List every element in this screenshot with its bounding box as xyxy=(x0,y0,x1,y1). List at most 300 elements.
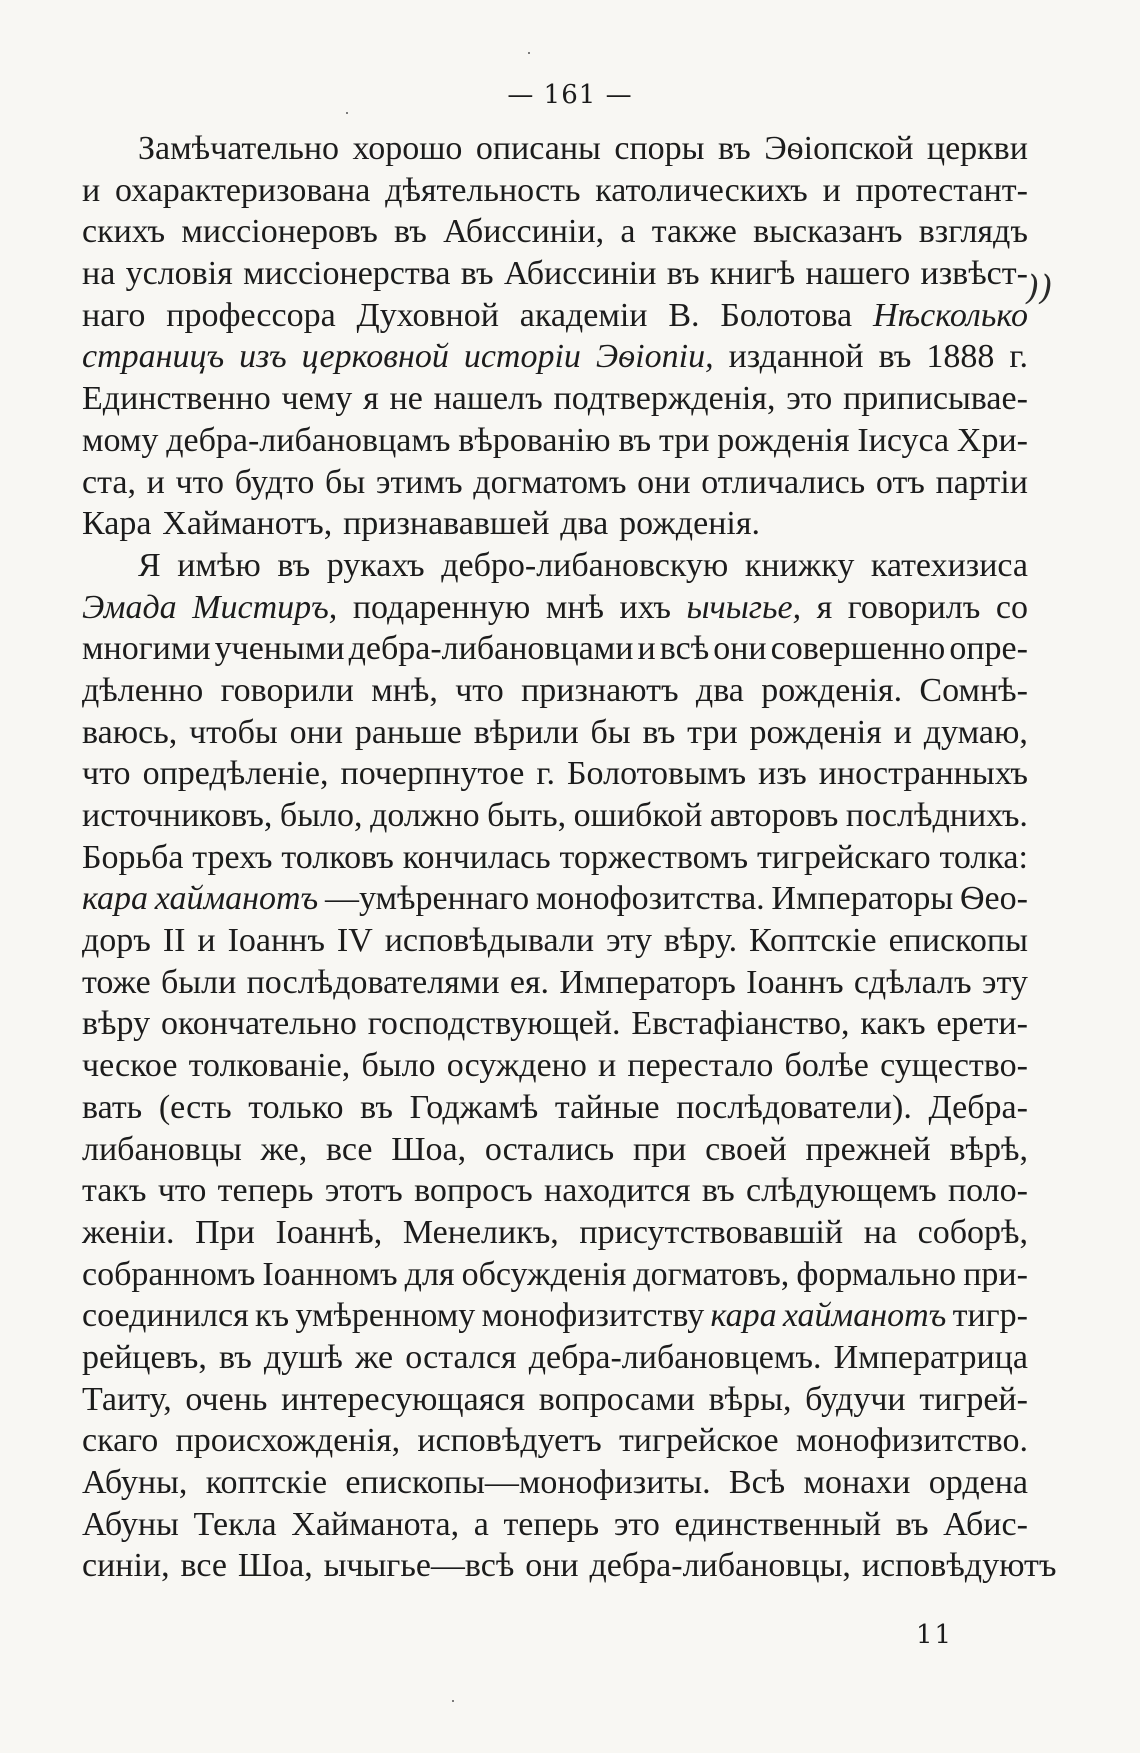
word: что xyxy=(455,671,504,709)
word: въ xyxy=(642,713,676,751)
word: въ xyxy=(717,130,751,167)
word: остались xyxy=(484,1130,615,1168)
word: книгѣ xyxy=(709,255,796,293)
word: со xyxy=(995,588,1028,626)
word: опредѣленіе, xyxy=(142,755,329,793)
word: окончательно xyxy=(160,1005,357,1043)
word: опре- xyxy=(949,630,1028,668)
word: Іисуса xyxy=(857,421,950,459)
word: а xyxy=(620,213,636,251)
word: и xyxy=(893,713,912,751)
text-line xyxy=(82,712,1028,754)
word: Іоаннѣ, xyxy=(275,1213,383,1251)
word: монофизитство. xyxy=(795,1422,1028,1460)
text-line xyxy=(82,1462,1028,1504)
body-text xyxy=(82,128,1057,1587)
word: также xyxy=(651,213,737,251)
text-line xyxy=(82,462,1028,504)
word: ычыгье—всѣ xyxy=(323,1547,515,1585)
text-line xyxy=(82,1045,1028,1087)
word: это xyxy=(786,380,833,418)
word: будучи xyxy=(805,1380,906,1418)
word: Абис- xyxy=(943,1505,1028,1543)
word: Дебра- xyxy=(928,1088,1028,1126)
word: на xyxy=(863,1213,897,1251)
word: собранномъ xyxy=(82,1255,256,1293)
word: какъ xyxy=(860,1005,926,1043)
word: дѣятельность xyxy=(385,171,581,209)
print-speck xyxy=(452,1700,454,1702)
word: Болотова xyxy=(720,296,853,334)
italic-word: Мистиръ, xyxy=(192,588,338,626)
word: рейцевъ, xyxy=(82,1338,207,1376)
word: эту xyxy=(605,922,652,960)
word: вѣры, xyxy=(708,1380,792,1418)
word: ческое xyxy=(82,1047,178,1085)
text-line xyxy=(82,1254,1028,1296)
word: IV xyxy=(336,922,373,960)
word: говорилъ xyxy=(847,588,981,626)
word: дебра-либановцемъ. xyxy=(528,1338,822,1376)
word: теперь xyxy=(503,1505,600,1543)
text-line xyxy=(82,378,1028,420)
word: книжку xyxy=(744,546,855,584)
word: дебро-либановскую xyxy=(441,546,729,584)
word: Всѣ xyxy=(728,1464,786,1501)
word: ея. xyxy=(509,963,550,1001)
word: скихъ xyxy=(82,213,166,251)
italic-word: Нѣсколько xyxy=(872,296,1028,334)
word: тигрей- xyxy=(919,1380,1028,1418)
word: такъ xyxy=(82,1172,147,1210)
word: взглядъ xyxy=(918,213,1028,251)
italic-word: Эѳіопіи, xyxy=(595,338,714,376)
word: Евстафіанство, xyxy=(631,1005,850,1043)
word: будто xyxy=(234,463,315,501)
text-line xyxy=(82,1545,1057,1587)
word: рожденія. xyxy=(761,671,903,709)
word: и xyxy=(82,171,101,209)
text-line xyxy=(82,503,1028,545)
signature-mark: 11 xyxy=(916,1620,954,1650)
word: при xyxy=(632,1130,687,1168)
word: они xyxy=(525,1547,579,1585)
italic-word: церковной xyxy=(301,338,449,376)
word: вѣрили xyxy=(473,713,579,751)
word: г. xyxy=(1009,338,1028,376)
word: нашелъ xyxy=(433,380,543,418)
word: ерети- xyxy=(936,1005,1028,1043)
text-line xyxy=(82,920,1028,962)
word: Шоа, xyxy=(391,1130,467,1168)
word: очень xyxy=(185,1380,268,1418)
word: два xyxy=(560,505,609,543)
word: Борьба xyxy=(82,838,184,876)
word: толка: xyxy=(939,838,1028,876)
text-line xyxy=(82,1295,1028,1337)
word: вать xyxy=(82,1088,143,1126)
word: соборѣ, xyxy=(917,1213,1028,1251)
word: осуждено xyxy=(446,1047,587,1085)
word: всѣ xyxy=(659,630,710,668)
word: монофозитства. xyxy=(535,880,765,918)
italic-word: ычыгье, xyxy=(686,588,802,626)
text-line xyxy=(82,1129,1028,1171)
word: исповѣдуютъ xyxy=(861,1547,1057,1585)
word: единственный xyxy=(674,1505,882,1543)
italic-word: изъ xyxy=(239,338,287,376)
word: должно xyxy=(370,797,480,834)
word: къ xyxy=(255,1297,290,1335)
word: на xyxy=(82,255,116,293)
word: ордена xyxy=(928,1464,1028,1501)
word: въ xyxy=(618,421,652,459)
word: же xyxy=(355,1338,394,1376)
text-line xyxy=(82,545,1028,587)
word: ста, xyxy=(82,463,136,501)
word: только xyxy=(248,1088,344,1126)
word: въ xyxy=(219,1338,252,1376)
word: признававшей xyxy=(343,505,550,543)
word: присутствовавшій xyxy=(579,1213,844,1251)
word: подаренную xyxy=(352,588,531,626)
word: мнѣ xyxy=(545,588,604,626)
word: думаю, xyxy=(923,713,1028,751)
word: въ xyxy=(360,1088,393,1126)
word: вѣру xyxy=(82,1005,151,1043)
word: тигрейское xyxy=(618,1422,779,1460)
word: II xyxy=(162,922,186,960)
word: условія xyxy=(125,255,233,293)
word: умѣренному xyxy=(295,1297,476,1335)
word: Кара xyxy=(82,505,152,543)
word: душѣ xyxy=(263,1338,343,1376)
word: монахи xyxy=(803,1464,911,1501)
word: вѣрѣ, xyxy=(949,1130,1028,1168)
word: это xyxy=(613,1505,660,1543)
word: толковъ xyxy=(281,838,394,876)
word: Таиту, xyxy=(82,1380,172,1418)
word: источниковъ, xyxy=(82,797,273,834)
word: толкованіе, xyxy=(188,1047,351,1085)
word: были xyxy=(160,963,237,1001)
word: синіи, xyxy=(82,1547,170,1585)
word: рожденія xyxy=(749,713,882,751)
word: я xyxy=(816,588,833,626)
word: торжествомъ xyxy=(559,838,749,876)
word: и xyxy=(598,1047,617,1085)
word: господствующей. xyxy=(367,1005,621,1043)
word: было, xyxy=(279,797,363,834)
word: Іоаннъ xyxy=(746,963,844,1001)
word: миссіонерства xyxy=(243,255,451,293)
word: Ѳео- xyxy=(959,880,1028,918)
word: догматомъ xyxy=(473,463,627,501)
word: обсужденія xyxy=(461,1255,627,1293)
word: коптскіе xyxy=(205,1464,328,1501)
word: раньше xyxy=(354,713,462,751)
word: Абуны xyxy=(82,1505,179,1543)
text-line xyxy=(82,211,1028,253)
word: сдѣлалъ xyxy=(853,963,972,1001)
word: что xyxy=(175,463,225,501)
italic-word: хайманотъ xyxy=(782,1297,947,1335)
word: что xyxy=(82,755,131,793)
text-line xyxy=(82,1170,1028,1212)
word: они xyxy=(289,713,343,751)
word: учеными xyxy=(214,630,345,668)
word: этотъ xyxy=(324,1172,403,1210)
word: Сомнѣ- xyxy=(919,671,1028,709)
word: два xyxy=(695,671,744,709)
word: догматовъ, xyxy=(633,1255,790,1293)
word: рукахъ xyxy=(326,546,425,584)
text-line xyxy=(82,420,1028,462)
word: дебра-либановцамъ xyxy=(166,421,451,459)
word: тигрейскаго xyxy=(757,838,931,876)
word: совершенно xyxy=(770,630,946,668)
word: въ xyxy=(701,1172,735,1210)
word: доръ xyxy=(82,922,151,960)
word: Абиссиніи xyxy=(503,255,657,293)
word: и xyxy=(197,922,216,960)
word: этимъ xyxy=(375,463,463,501)
word: ихъ xyxy=(619,588,671,626)
text-line xyxy=(82,1379,1028,1421)
word: при- xyxy=(963,1255,1028,1293)
text-line xyxy=(82,837,1028,879)
word: прежней xyxy=(805,1130,931,1168)
text-line xyxy=(82,1087,1028,1129)
word: послѣднихъ. xyxy=(845,797,1028,834)
word: не xyxy=(389,380,423,418)
word: вопросами xyxy=(538,1380,695,1418)
word: Эѳіопской xyxy=(764,130,914,167)
word: интересующаяся xyxy=(281,1380,526,1418)
word: споры xyxy=(614,130,705,167)
word: катехизиса xyxy=(870,546,1028,584)
word: рожденія. xyxy=(619,505,760,543)
word: вѣрованію xyxy=(458,421,611,459)
word: Духовной xyxy=(356,296,499,334)
word: и xyxy=(637,630,656,668)
word: формально xyxy=(796,1255,957,1293)
word: слѣдующемъ xyxy=(746,1172,937,1210)
italic-word: кара xyxy=(82,880,149,918)
print-speck xyxy=(346,112,348,114)
word: вопросъ xyxy=(414,1172,533,1210)
word: нашего xyxy=(805,255,911,293)
word: находится xyxy=(544,1172,691,1210)
word: они xyxy=(713,630,767,668)
word: хорошо xyxy=(352,130,463,167)
print-speck xyxy=(528,52,530,54)
word: епископы—монофизиты. xyxy=(345,1464,711,1501)
word: подтвержденія, xyxy=(553,380,776,418)
word: быть, xyxy=(487,797,567,834)
word: епископы xyxy=(888,922,1028,960)
word: Іоанномъ xyxy=(262,1255,398,1293)
word: Шоа, xyxy=(237,1547,313,1585)
word: ошибкой xyxy=(573,797,703,834)
word: скаго xyxy=(82,1422,159,1460)
word: Абиссиніи, xyxy=(443,213,605,251)
word: партіи xyxy=(935,463,1028,501)
word: дѣленно xyxy=(82,671,204,709)
word: чему xyxy=(281,380,353,418)
word: перестало xyxy=(627,1047,774,1085)
word: —умѣреннаго xyxy=(324,880,530,918)
word: изъ xyxy=(758,755,807,793)
text-line xyxy=(82,1003,1028,1045)
word: церкви xyxy=(926,130,1028,167)
text-line xyxy=(82,295,1028,337)
word: г. xyxy=(536,755,555,793)
word: Абуны, xyxy=(82,1464,188,1501)
word: тигр- xyxy=(952,1297,1028,1335)
word: многими xyxy=(82,630,211,668)
word: послѣдователи). xyxy=(676,1088,912,1126)
text-line xyxy=(82,1420,1028,1462)
word: и xyxy=(822,171,841,209)
word: либановцы xyxy=(82,1130,242,1168)
word: Болотовымъ xyxy=(567,755,747,793)
word: признаютъ xyxy=(521,671,679,709)
word: бы xyxy=(590,713,631,751)
italic-word: Эмада xyxy=(82,588,177,626)
word: тоже xyxy=(82,963,151,1001)
word: въ xyxy=(460,255,494,293)
word: иностранныхъ xyxy=(818,755,1028,793)
word: Текла xyxy=(193,1505,277,1543)
word: ваюсь, xyxy=(82,713,178,751)
text-line xyxy=(82,628,1028,670)
word: вѣру. xyxy=(663,922,738,960)
word: описаны xyxy=(475,130,601,167)
text-line xyxy=(82,962,1028,1004)
word: мому xyxy=(82,421,159,459)
word: соединился xyxy=(82,1297,249,1335)
word: что xyxy=(157,1172,207,1210)
word: въ xyxy=(394,213,427,251)
word: монофизитству xyxy=(481,1297,705,1335)
word: своей xyxy=(705,1130,787,1168)
word: исповѣдуетъ xyxy=(417,1422,602,1460)
word: все xyxy=(325,1130,373,1168)
word: говорили xyxy=(220,671,354,709)
word: 1888 xyxy=(926,338,995,376)
word: они xyxy=(637,463,691,501)
text-line xyxy=(82,128,1028,170)
word: въ xyxy=(878,338,912,376)
text-line xyxy=(82,336,1028,378)
word: рожденія xyxy=(717,421,850,459)
italic-word: исторіи xyxy=(463,338,581,376)
word: протестант- xyxy=(855,171,1028,209)
word: трехъ xyxy=(192,838,273,876)
word: дебра-либановцы, xyxy=(589,1547,851,1585)
italic-word: хайманотъ xyxy=(154,880,319,918)
word: происхожденія, xyxy=(175,1422,401,1460)
text-line xyxy=(82,670,1028,712)
word: имѣю xyxy=(177,546,261,584)
word: охарактеризована xyxy=(115,171,371,209)
word: существо- xyxy=(880,1047,1028,1085)
word: три xyxy=(658,421,710,459)
margin-annotation: )) xyxy=(1026,268,1053,308)
text-line xyxy=(82,1504,1028,1546)
text-line xyxy=(82,170,1028,212)
page-number: — 161 — xyxy=(507,80,633,110)
word: отъ xyxy=(875,463,925,501)
word: все xyxy=(180,1547,227,1585)
word: При xyxy=(195,1213,255,1251)
word: эту xyxy=(981,963,1028,1001)
word: женіи. xyxy=(82,1213,175,1251)
word: же, xyxy=(260,1130,308,1168)
italic-word: кара xyxy=(710,1297,777,1335)
word: Императоры xyxy=(771,880,954,918)
word: въ xyxy=(277,546,311,584)
word: Единственно xyxy=(82,380,271,418)
word: для xyxy=(404,1255,455,1293)
word: три xyxy=(687,713,738,751)
word: миссіонеровъ xyxy=(181,213,378,251)
word: Императрица xyxy=(833,1338,1028,1376)
word: въ xyxy=(666,255,700,293)
word: отличались xyxy=(701,463,866,501)
word: было xyxy=(361,1047,436,1085)
word: болѣе xyxy=(784,1047,869,1085)
word: профессора xyxy=(166,296,336,334)
word: поло- xyxy=(947,1172,1028,1210)
text-line xyxy=(82,795,1028,837)
word: Императоръ xyxy=(559,963,736,1001)
word: высказанъ xyxy=(753,213,903,251)
word: и xyxy=(146,463,165,501)
word: исповѣдывали xyxy=(384,922,595,960)
word: бы xyxy=(325,463,366,501)
word: католическихъ xyxy=(595,171,808,209)
word: почерпнутое xyxy=(340,755,525,793)
word: кончилась xyxy=(402,838,551,876)
word: Менеликъ, xyxy=(402,1213,559,1251)
text-line xyxy=(82,753,1028,795)
word: авторовъ xyxy=(709,797,839,834)
text-line xyxy=(82,587,1028,629)
word: (есть xyxy=(158,1088,232,1126)
word: академіи xyxy=(519,296,648,334)
word: Замѣчательно xyxy=(138,130,340,167)
text-line xyxy=(82,1212,1028,1254)
word: остался xyxy=(405,1338,517,1376)
word: теперь xyxy=(217,1172,314,1210)
word: тайные xyxy=(554,1088,660,1126)
text-line xyxy=(82,1337,1028,1379)
word: Годжамѣ xyxy=(409,1088,539,1126)
italic-word: страницъ xyxy=(82,338,225,376)
word: а xyxy=(473,1505,489,1543)
word: дебра-либановцами xyxy=(348,630,634,668)
word: приписывае- xyxy=(843,380,1028,418)
word: изданной xyxy=(728,338,864,376)
word: Іоаннъ xyxy=(227,922,325,960)
text-line xyxy=(82,878,1028,920)
word: я xyxy=(363,380,379,418)
word: Хри- xyxy=(956,421,1028,459)
word: послѣдователями xyxy=(246,963,500,1001)
word: мнѣ, xyxy=(371,671,438,709)
